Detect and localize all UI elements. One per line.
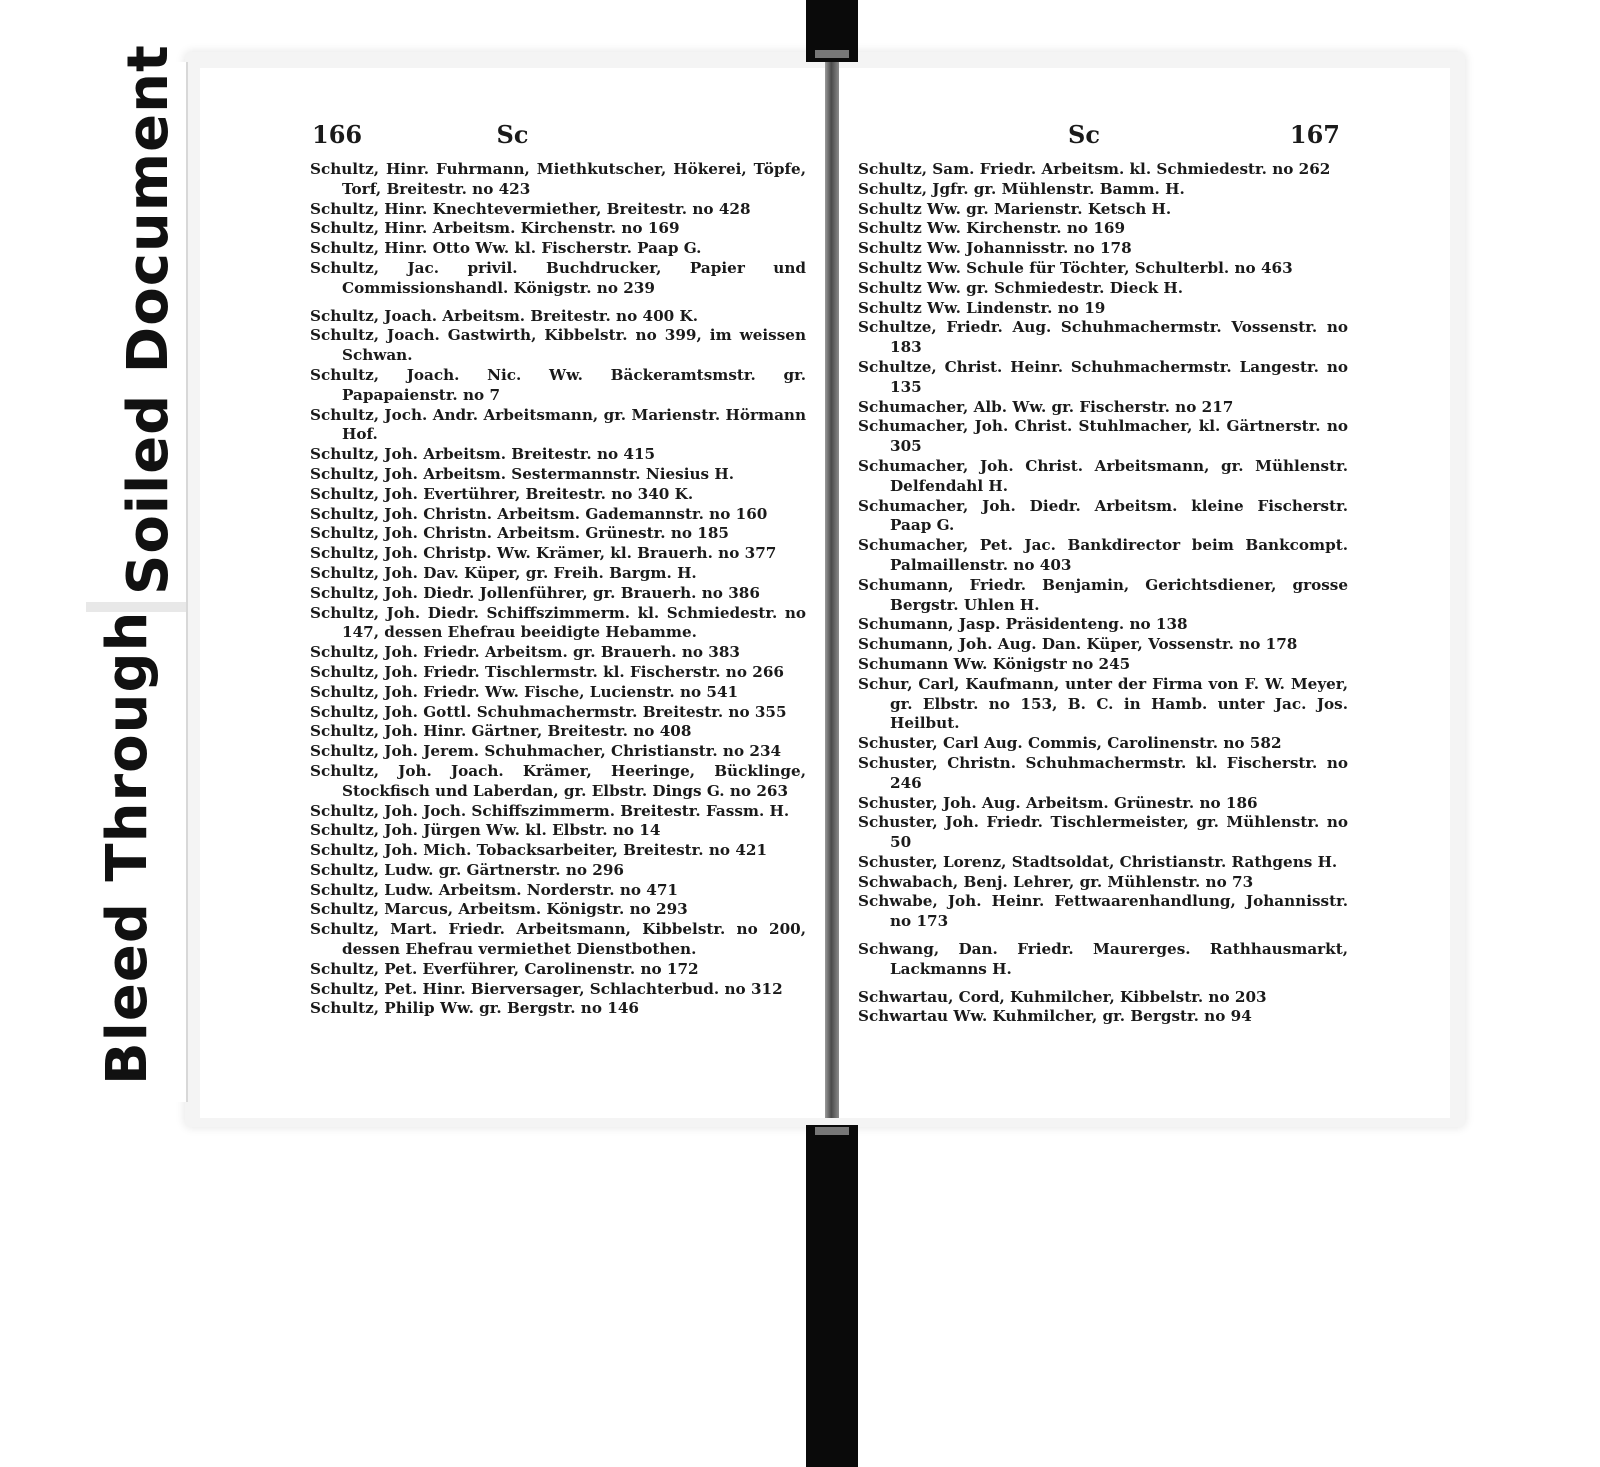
directory-entry: Schultz, Joh. Arbeitsm. Breitestr. no 415 [310,445,656,464]
directory-entry: Schuster, Lorenz, Stadtsoldat, Christianstr. Rathgens H. [858,852,1338,871]
binder-clip-notch [815,1127,849,1135]
directory-entry: Schultz, Sam. Friedr. Arbeitsm. kl. Schmiedestr. no 262 [858,160,1331,178]
directory-entry: Schultz, Joh. Hinr. Gärtner, Breitestr. no 408 [310,722,692,741]
directory-entry: Schumann, Friedr. Benjamin, Gerichtsdiener, grosse Bergstr. Uhlen H. [858,575,1348,614]
directory-entry: Schumacher, Pet. Jac. Bankdirector beim Bankcompt. Palmaillenstr. no 403 [858,536,1348,574]
directory-entry: Schultz, Philip Ww. gr. Bergstr. no 146 [310,999,639,1018]
directory-entry: Schultz, Joh. Dav. Küper, gr. Freih. Bargm. H. [310,563,697,582]
right-page-number: 167 [1289,120,1340,149]
directory-entry: Schultz, Joh. Arbeitsm. Sestermannstr. Niesius H. [310,464,735,483]
directory-entry: Schumann, Jasp. Präsidenteng. no 138 [858,615,1188,634]
directory-entry: Schuster, Joh. Aug. Arbeitsm. Grünestr. no 186 [858,793,1258,812]
directory-entry: Schultz, Ludw. gr. Gärtnerstr. no 296 [310,860,624,879]
binder-clip-notch [815,50,849,58]
directory-entry: Schultz, Hinr. Knechtevermiether, Breitestr. no 428 [310,199,751,218]
bleed-through-label: Bleed Through [95,610,160,1085]
directory-entry: Schultz Ww. Lindenstr. no 19 [858,298,1106,317]
directory-entry: Schultz, Joh. Joch. Schiffszimmerm. Breitestr. Fassm. H. [310,801,790,820]
left-entries [310,160,806,1019]
directory-entry: Schwang, Dan. Friedr. Maurerges. Rathhausmarkt, Lackmanns H. [858,940,1348,978]
directory-entry: Schultz, Joh. Christn. Arbeitsm. Gademannstr. no 160 [310,504,768,523]
directory-entry: Schuster, Christn. Schuhmachermstr. kl. Fischerstr. no 246 [858,753,1348,792]
left-page [200,68,825,1118]
directory-entry: Schur, Carl, Kaufmann, unter der Firma von F. W. Meyer, gr. Elbstr. no 153, B. C. in Hamb. unter Jac. Jos. Heilbut. [858,674,1348,733]
directory-entry: Schultz, Joh. Jerem. Schuhmacher, Christianstr. no 234 [310,742,782,761]
directory-entry: Schultz, Hinr. Fuhrmann, Miethkutscher, Hökerei, Töpfe, Torf, Breitestr. no 423 [310,160,806,198]
directory-entry: Schultz Ww. Schule für Töchter, Schulterbl. no 463 [858,258,1293,277]
right-section-heading: Sc [1068,120,1100,149]
directory-entry: Schultz, Joh. Friedr. Arbeitsm. gr. Brauerh. no 383 [310,643,740,662]
directory-entry: Schultz, Joach. Arbeitsm. Breitestr. no 400 K. [310,306,698,325]
left-section-heading: Sc [496,120,529,149]
directory-entry: Schultz, Pet. Hinr. Bierversager, Schlachterbud. no 312 [310,979,783,998]
directory-entry: Schultz, Joh. Evertührer, Breitestr. no 340 K. [310,484,694,503]
directory-entry: Schultz, Joh. Friedr. Tischlermstr. kl. Fischerstr. no 266 [310,662,784,681]
left-page-number: 166 [312,120,363,149]
soiled-document-label: Soiled Document [116,44,181,595]
directory-entry: Schwabe, Joh. Heinr. Fettwaarenhandlung, Johannisstr. no 173 [858,892,1348,931]
directory-entry: Schumann, Joh. Aug. Dan. Küper, Vossenstr. no 178 [858,635,1298,654]
directory-entry: Schultz, Marcus, Arbeitsm. Königstr. no 293 [310,900,688,919]
directory-entry: Schultz, Ludw. Arbeitsm. Norderstr. no 471 [310,880,678,899]
directory-entry: Schultz, Joh. Jürgen Ww. kl. Elbstr. no 14 [310,821,661,840]
book-gutter [825,56,839,1118]
directory-entry: Schwabach, Benj. Lehrer, gr. Mühlenstr. no 73 [858,872,1254,891]
directory-entry: Schultz, Jgfr. gr. Mühlenstr. Bamm. H. [858,179,1185,198]
directory-entry: Schultz, Hinr. Arbeitsm. Kirchenstr. no 169 [310,219,680,238]
directory-entry: Schultze, Friedr. Aug. Schuhmachermstr. Vossenstr. no 183 [858,318,1348,357]
right-entries [858,160,1348,1027]
directory-entry: Schultz Ww. Kirchenstr. no 169 [858,219,1126,238]
directory-entry: Schumacher, Alb. Ww. gr. Fischerstr. no 217 [858,397,1234,416]
right-page-header [838,120,1450,160]
directory-entry: Schultz, Joach. Gastwirth, Kibbelstr. no 399, im weissen Schwan. [310,326,806,365]
left-page-header [200,120,825,160]
directory-entry: Schultz, Joh. Christn. Arbeitsm. Grünestr. no 185 [310,524,729,543]
directory-entry: Schumacher, Joh. Christ. Stuhlmacher, kl. Gärtnerstr. no 305 [858,417,1348,456]
right-page [838,68,1450,1118]
directory-entry: Schultz, Jac. privil. Buchdrucker, Papier und Commissionshandl. Königstr. no 239 [310,258,806,297]
binder-clip-bottom [806,1125,858,1467]
directory-entry: Schultz, Mart. Friedr. Arbeitsmann, Kibbelstr. no 200, dessen Ehefrau vermiethet Dienstbothen. [310,920,806,959]
directory-entry: Schultz, Joh. Joach. Krämer, Heeringe, Bücklinge, Stockfisch und Laberdan, gr. Elbstr. Dings G. no 263 [310,761,806,800]
directory-entry: Schultz, Joh. Diedr. Jollenführer, gr. Brauerh. no 386 [310,583,760,602]
directory-entry: Schultz, Hinr. Otto Ww. kl. Fischerstr. Paap G. [310,239,702,258]
directory-entry: Schumacher, Joh. Christ. Arbeitsmann, gr. Mühlenstr. Delfendahl H. [858,456,1348,495]
directory-entry: Schwartau, Cord, Kuhmilcher, Kibbelstr. no 203 [858,987,1267,1006]
directory-entry: Schwartau Ww. Kuhmilcher, gr. Bergstr. no 94 [858,1007,1252,1026]
directory-entry: Schultz, Pet. Everführer, Carolinenstr. no 172 [310,959,699,978]
directory-entry: Schuster, Carl Aug. Commis, Carolinenstr. no 582 [858,734,1282,753]
directory-entry: Schultz, Joh. Mich. Tobacksarbeiter, Breitestr. no 421 [310,841,768,860]
directory-entry: Schumacher, Joh. Diedr. Arbeitsm. kleine Fischerstr. Paap G. [858,496,1348,535]
directory-entry: Schultz, Joh. Christp. Ww. Krämer, kl. Brauerh. no 377 [310,544,777,563]
directory-entry: Schultz, Joch. Andr. Arbeitsmann, gr. Marienstr. Hörmann Hof. [310,405,806,444]
directory-entry: Schultz Ww. Johannisstr. no 178 [858,239,1132,258]
directory-entry: Schultz Ww. gr. Marienstr. Ketsch H. [858,199,1172,218]
directory-entry: Schultz, Joh. Friedr. Ww. Fische, Lucienstr. no 541 [310,682,739,701]
directory-entry: Schultze, Christ. Heinr. Schuhmachermstr. Langestr. no 135 [858,357,1348,396]
directory-entry: Schultz, Joach. Nic. Ww. Bäckeramtsmstr. gr. Papapaienstr. no 7 [310,365,806,404]
directory-entry: Schultz Ww. gr. Schmiedestr. Dieck H. [858,278,1184,297]
directory-entry: Schuster, Joh. Friedr. Tischlermeister, gr. Mühlenstr. no 50 [858,813,1348,852]
directory-entry: Schumann Ww. Königstr no 245 [858,654,1131,673]
directory-entry: Schultz, Joh. Diedr. Schiffszimmerm. kl. Schmiedestr. no 147, dessen Ehefrau beeidigte Hebamme. [310,603,806,642]
directory-entry: Schultz, Joh. Gottl. Schuhmachermstr. Breitestr. no 355 [310,702,787,721]
